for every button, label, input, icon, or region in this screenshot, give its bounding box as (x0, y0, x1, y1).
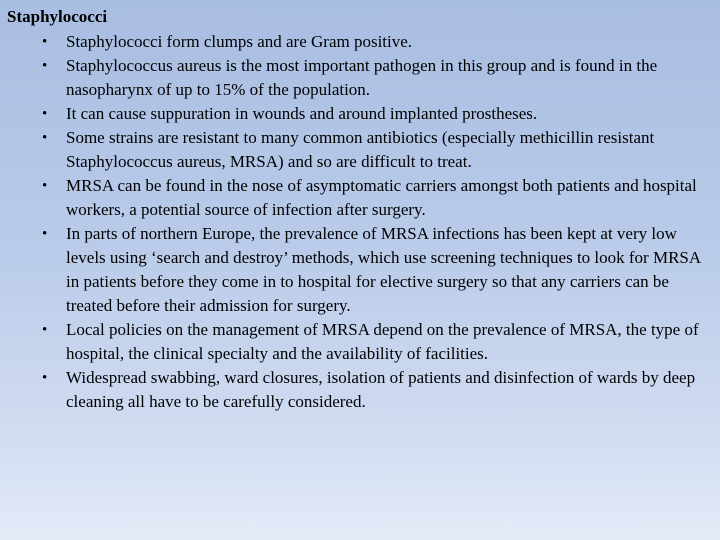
list-item (42, 30, 716, 54)
list-item (42, 366, 716, 414)
bullet-text: In parts of northern Europe, the prevalence of MRSA infections has been kept at very low levels using ‘search and destroy’ methods, which use screening techniques to look for MRSA in patients before they come in to hospital for elective surgery so that any carriers can be treated before their admission for surgery. (66, 224, 701, 315)
bullet-icon: • (42, 106, 48, 122)
bullet-text: MRSA can be found in the nose of asymptomatic carriers amongst both patients and hospital workers, a potential source of infection after surgery. (66, 176, 697, 219)
bullet-icon: • (42, 178, 48, 194)
bullet-text: Local policies on the management of MRSA depend on the prevalence of MRSA, the type of hospital, the clinical specialty and the availability of facilities. (66, 320, 699, 363)
list-item (42, 318, 716, 366)
list-item (42, 174, 716, 222)
bullet-text: It can cause suppuration in wounds and around implanted prostheses. (66, 104, 538, 123)
bullet-icon: • (42, 58, 48, 74)
bullet-list (42, 30, 716, 414)
slide-title: Staphylococci (7, 7, 108, 26)
list-item (42, 126, 716, 174)
bullet-text: Staphylococcus aureus is the most important pathogen in this group and is found in the nasopharynx of up to 15% of the population. (66, 56, 658, 99)
bullet-icon: • (42, 322, 48, 338)
list-item (42, 54, 716, 102)
list-item (42, 102, 716, 126)
bullet-text: Some strains are resistant to many common antibiotics (especially methicillin resistant Staphylococcus aureus, MRSA) and so are difficult to treat. (66, 128, 655, 171)
list-item (42, 222, 716, 318)
bullet-icon: • (42, 226, 48, 242)
bullet-text: Staphylococci form clumps and are Gram positive. (66, 32, 413, 51)
bullet-icon: • (42, 370, 48, 386)
bullet-icon: • (42, 34, 48, 50)
bullet-icon: • (42, 130, 48, 146)
bullet-text: Widespread swabbing, ward closures, isolation of patients and disinfection of wards by deep cleaning all have to be carefully considered. (66, 368, 696, 411)
